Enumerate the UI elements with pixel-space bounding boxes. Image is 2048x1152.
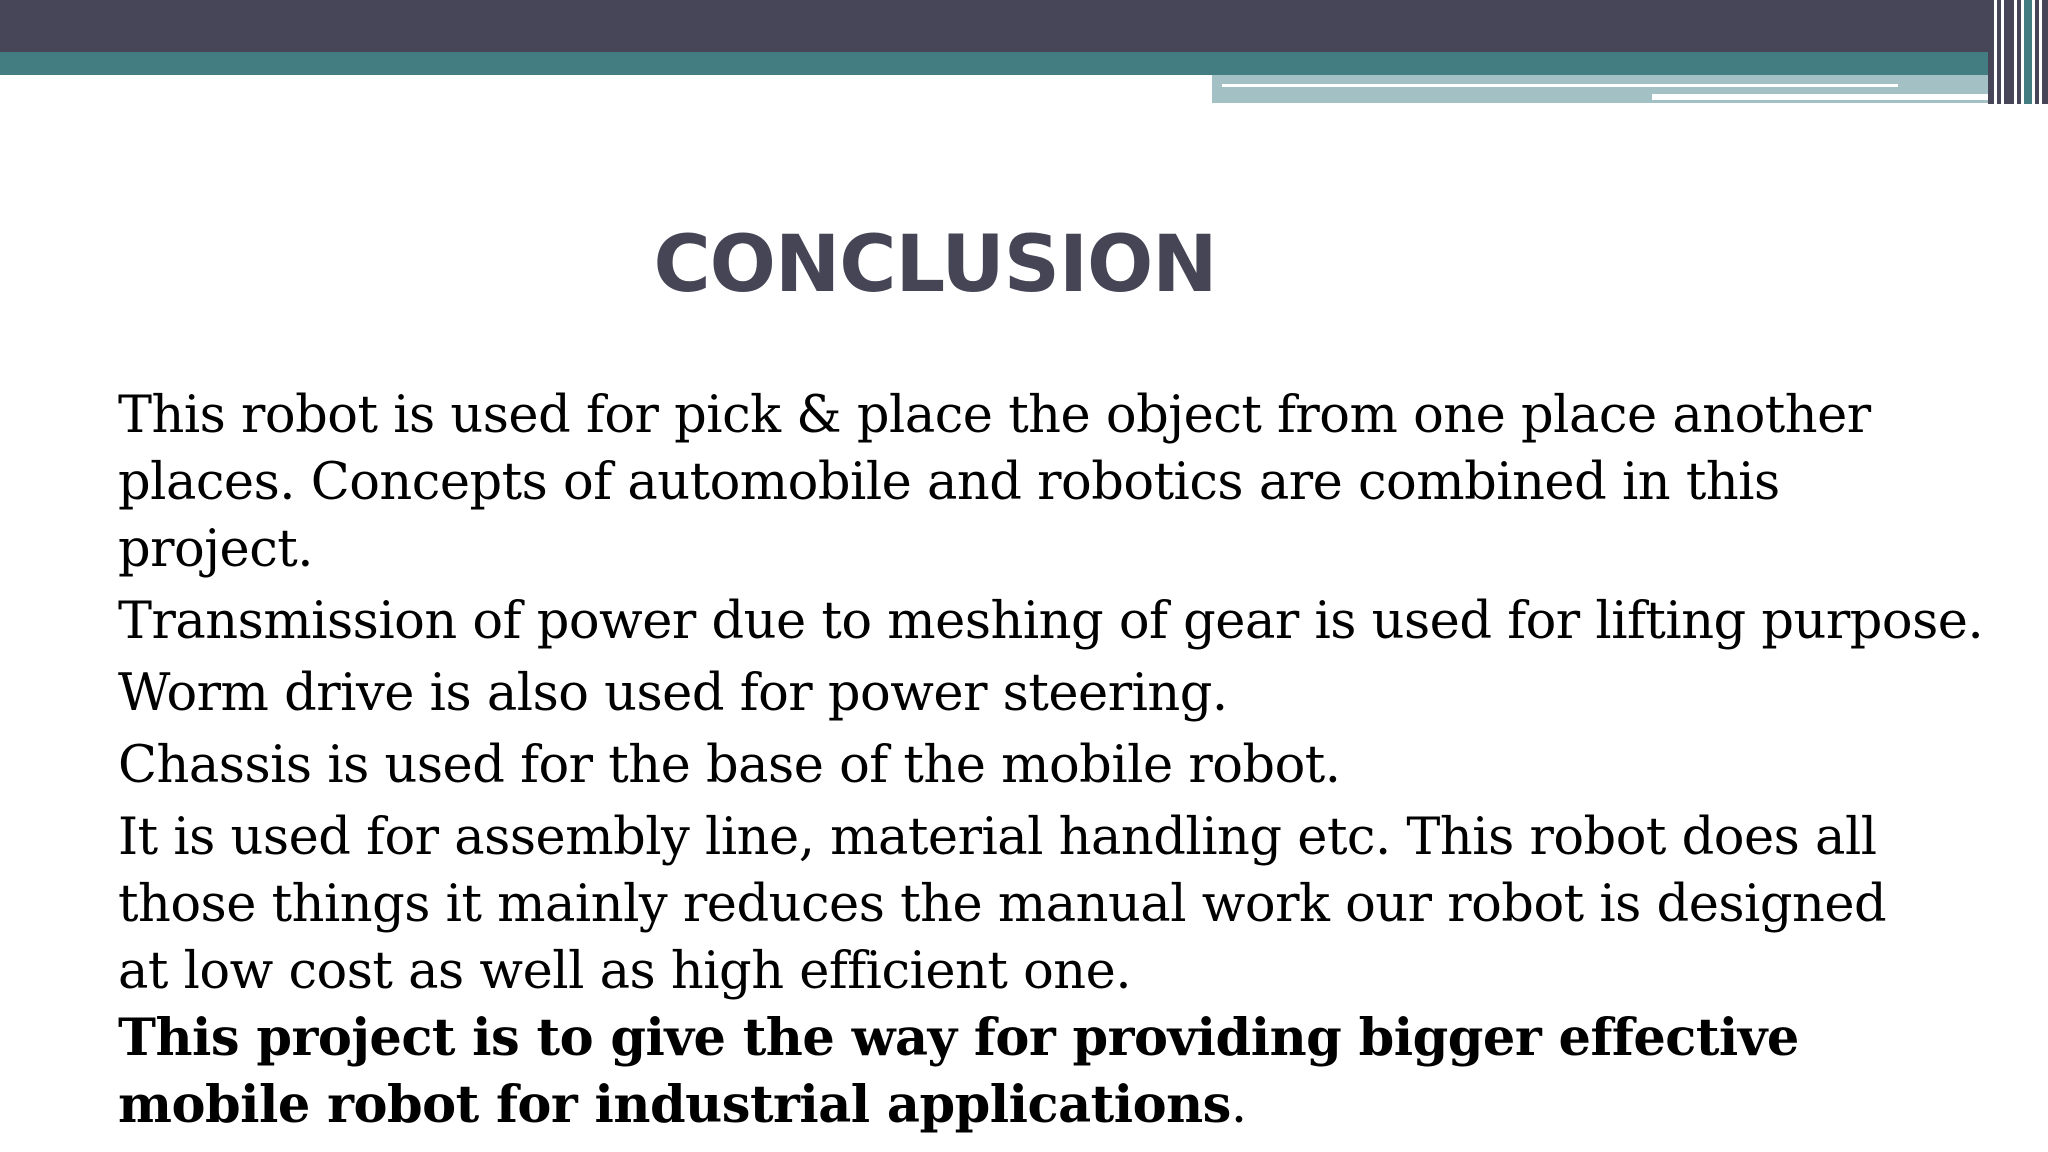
- body-paragraph: Worm drive is also used for power steering.: [118, 664, 1228, 723]
- corner-stripe: [2042, 0, 2048, 104]
- corner-stripe: [1997, 0, 2001, 104]
- header-divider-line: [1222, 84, 1898, 87]
- closing-statement: [118, 1005, 1898, 1139]
- body-paragraph: Chassis is used for the base of the mobile robot.: [118, 736, 1341, 795]
- slide-title: CONCLUSION: [653, 220, 1217, 310]
- corner-stripes-decoration: [1988, 0, 2048, 104]
- header-divider-line-secondary: [1652, 94, 1992, 100]
- header-dark-band: [0, 0, 1988, 52]
- corner-stripe: [2004, 0, 2014, 104]
- body-paragraph: This robot is used for pick & place the object from one place another places. Concepts of automobile and robotics are combined in this project.: [118, 386, 1871, 579]
- body-paragraph: Transmission of power due to meshing of gear is used for lifting purpose.: [118, 592, 1984, 651]
- corner-stripe: [2024, 0, 2032, 104]
- corner-stripe: [1988, 0, 1994, 104]
- header-teal-band: [0, 52, 1988, 75]
- closing-bold-text: This project is to give the way for providing bigger effective mobile robot for industrial applications: [118, 1008, 1799, 1135]
- corner-stripe: [2035, 0, 2039, 104]
- closing-period: .: [1230, 1076, 1247, 1135]
- slide-body: [118, 382, 2018, 1139]
- body-paragraph: It is used for assembly line, material handling etc. This robot does all those things it mainly reduces the manual work our robot is designed at low cost as well as high efficient one.: [118, 808, 1887, 1001]
- corner-stripe: [2017, 0, 2021, 104]
